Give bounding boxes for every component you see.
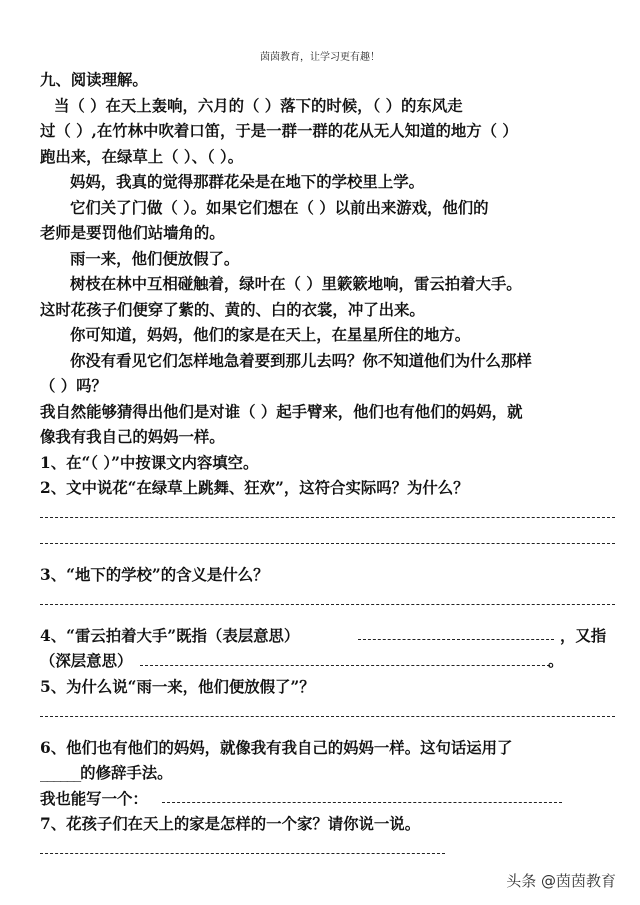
question-4-text-b: ，又指 xyxy=(560,626,607,645)
answer-line-q7-wrap xyxy=(40,838,615,864)
passage-line: 你可知道，妈妈，他们的家是在天上，在星星所住的地方。 xyxy=(70,326,471,344)
answer-blank-q6[interactable]: ______ xyxy=(40,764,81,782)
question-5: 5、为什么说“雨一来，他们便放假了”？ xyxy=(40,677,315,696)
passage-line: 雨一来，他们便放假了。 xyxy=(70,249,240,268)
answer-line-q2-a[interactable] xyxy=(40,502,615,528)
passage-line: 它们关了门做（ ）。如果它们想在（ ）以前出来游戏，他们的 xyxy=(70,198,489,217)
passage-line: 这时花孩子们便穿了紫的、黄的、白的衣裳，冲了出来。 xyxy=(40,300,425,319)
question-4-end: 。 xyxy=(548,652,564,670)
question-4-part-2 xyxy=(40,649,615,675)
question-4-text-c: （深层意思） xyxy=(40,652,133,670)
passage-line: 当（ ）在天上轰响，六月的（ ）落下的时候，（ ）的东风走 xyxy=(54,96,463,115)
question-6-part-2 xyxy=(40,761,615,787)
answer-blank-q4-b[interactable] xyxy=(140,665,550,666)
passage-line: 树枝在林中互相碰触着，绿叶在（ ）里簌簌地响，雷云拍着大手。 xyxy=(70,275,522,293)
question-1: 1、在“（ ）”中按课文内容填空。 xyxy=(40,453,259,472)
answer-line-q7[interactable] xyxy=(40,853,445,854)
worksheet-content xyxy=(40,68,615,863)
question-4-text: 4、“雷云拍着大手”既指（表层意思） xyxy=(40,626,300,645)
passage-line: 我自然能够猜得出他们是对谁（ ）起手臂来，他们也有他们的妈妈，就 xyxy=(40,402,523,421)
question-6-text-b: 的修辞手法。 xyxy=(80,764,173,782)
question-2: 2、文中说花“在绿草上跳舞、狂欢”，这符合实际吗？为什么？ xyxy=(40,479,469,497)
question-6-part-1: 6、他们也有他们的妈妈，就像我有我自己的妈妈一样。这句话运用了 xyxy=(40,738,513,757)
passage-line: 像我有我自己的妈妈一样。 xyxy=(40,428,225,446)
question-6-part-3 xyxy=(40,787,615,813)
watermark-footer: 头条 @茵茵教育 xyxy=(506,872,616,890)
question-3: 3、“地下的学校”的含义是什么？ xyxy=(40,565,269,584)
section-title: 九、阅读理解。 xyxy=(40,71,148,89)
question-6-text-c: 我也能写一个： xyxy=(40,789,148,808)
passage-line: （ ）吗？ xyxy=(40,377,107,395)
page-header: 茵茵教育，让学习更有趣！ xyxy=(260,52,380,63)
answer-blank-q6-example[interactable] xyxy=(162,802,562,803)
answer-blank-q4-a[interactable] xyxy=(358,639,554,640)
answer-line-q2-b[interactable] xyxy=(40,527,615,553)
question-4-part-1 xyxy=(40,624,615,650)
answer-line-q5[interactable] xyxy=(40,700,615,726)
passage-line: 老师是要罚他们站墙角的。 xyxy=(40,224,225,242)
passage-line: 妈妈，我真的觉得那群花朵是在地下的学校里上学。 xyxy=(70,173,424,191)
passage-line: 你没有看见它们怎样地急着要到那儿去吗？你不知道他们为什么那样 xyxy=(70,351,532,370)
question-7: 7、花孩子们在天上的家是怎样的一个家？请你说一说。 xyxy=(40,815,421,833)
answer-line-q3[interactable] xyxy=(40,588,615,614)
passage-line: 跑出来，在绿草上（ ）、（ ）。 xyxy=(40,147,244,166)
passage-line: 过（ ）,在竹林中吹着口笛，于是一群一群的花从无人知道的地方（ ） xyxy=(40,122,518,140)
